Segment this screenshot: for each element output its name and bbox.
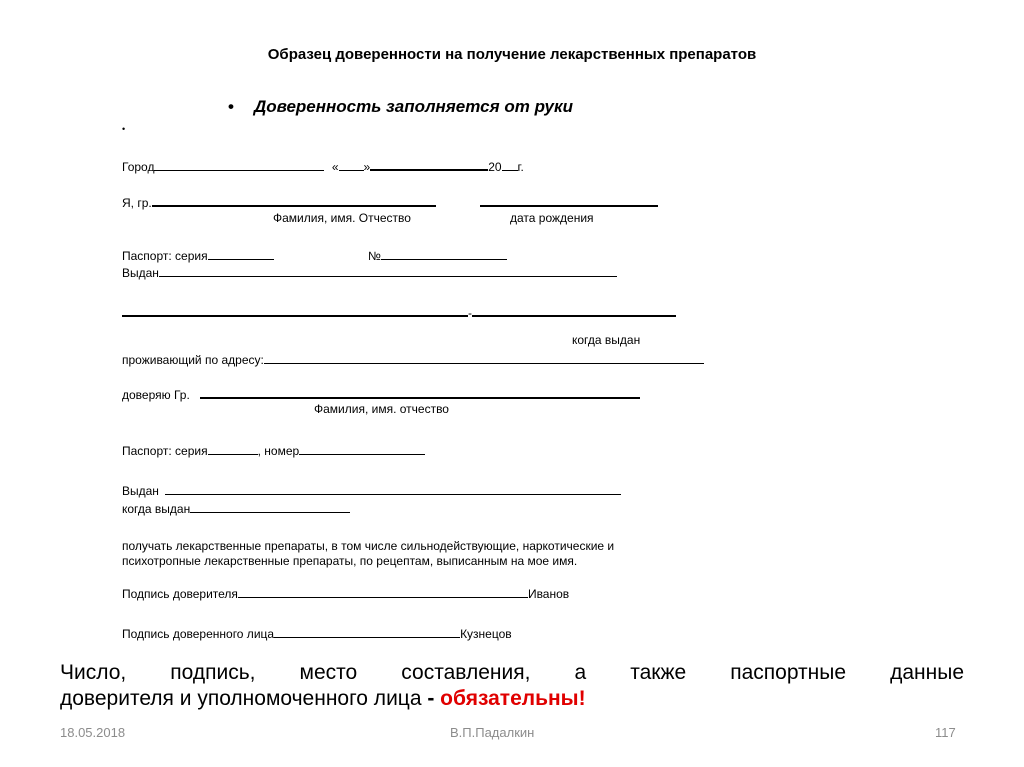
agent-signature-row — [122, 625, 512, 641]
year-suffix: г. — [517, 160, 524, 174]
quote-close: » — [363, 160, 371, 174]
city-row — [122, 157, 524, 174]
passport2-row — [122, 442, 425, 458]
passport1-number-field — [381, 247, 507, 260]
small-bullet: • — [122, 124, 126, 134]
passport2-number-field — [299, 442, 425, 455]
agent-sign-label: Подпись доверенного лица — [122, 627, 275, 641]
issued1-label: Выдан — [122, 266, 159, 280]
issue-date-field — [472, 303, 676, 317]
trust-row — [122, 385, 640, 402]
fio-caption: Фамилия, имя. Отчество — [273, 211, 411, 225]
principal-signature-row — [122, 585, 569, 601]
city-label: Город — [122, 160, 155, 174]
dash: - — [468, 306, 472, 320]
issued2-row — [122, 482, 621, 498]
passport1-series-field — [208, 247, 274, 260]
requirement-note — [60, 660, 964, 712]
address-row — [122, 351, 704, 367]
passport1-number — [368, 247, 507, 263]
issued1-row — [122, 264, 617, 280]
agent-name: Кузнецов — [460, 627, 512, 641]
principal-label: Я, гр. — [122, 196, 152, 210]
footer-date: 18.05.2018 — [60, 725, 126, 740]
bullet-marker: • — [228, 97, 234, 116]
quote-open: « — [331, 160, 339, 174]
year-prefix: 20 — [488, 160, 502, 174]
principal-sign-label: Подпись доверителя — [122, 587, 238, 601]
subtitle — [228, 97, 573, 117]
passport1-row — [122, 247, 274, 263]
when-issued2-field — [190, 500, 350, 513]
note-line-1: Число, подпись, место составления, а также паспортные данные — [60, 661, 964, 684]
note-emphasis: обязательны! — [440, 687, 586, 710]
address-field — [264, 351, 704, 364]
year-field — [502, 158, 518, 171]
purpose-line-1: получать лекарственные препараты, в том числе сильнодействующие, наркотические и — [122, 539, 615, 553]
when-issued2-label: когда выдан — [122, 502, 191, 516]
issued2-field — [165, 482, 621, 495]
issuer-field — [122, 303, 468, 317]
passport1-series-label: Паспорт: серия — [122, 249, 208, 263]
fio-caption-2: Фамилия, имя. отчество — [314, 402, 449, 416]
month-field — [370, 157, 488, 171]
agent-fio-field — [200, 385, 640, 399]
passport2-series-field — [208, 442, 258, 455]
issued-date-row — [122, 303, 676, 320]
issued2-label: Выдан — [122, 484, 159, 498]
subtitle-text: Доверенность заполняется от руки — [253, 97, 573, 116]
purpose-line-2: психотропные лекарственные препараты, по рецептам, выписанным на мое имя. — [122, 554, 578, 568]
principal-row — [122, 193, 436, 210]
city-field — [154, 158, 324, 171]
passport2-number-label: , номер — [257, 444, 300, 458]
birth-caption: дата рождения — [510, 211, 594, 225]
principal-name: Иванов — [527, 587, 570, 601]
footer-author: В.П.Падалкин — [450, 725, 535, 740]
principal-fio-field — [152, 193, 436, 207]
when-issued2-row — [122, 500, 350, 516]
note-line-2-start: доверителя и уполномоченного лица — [60, 687, 428, 710]
principal-signature-field — [238, 585, 528, 598]
page-title: Образец доверенности на получение лекарственных препаратов — [267, 46, 757, 63]
address-label: проживающий по адресу: — [122, 353, 264, 367]
day-field — [339, 158, 364, 171]
passport2-series-label: Паспорт: серия — [122, 444, 208, 458]
number-sign: № — [368, 249, 381, 263]
footer-page-number: 117 — [935, 725, 956, 740]
birth-date-field — [480, 193, 658, 207]
note-line-2 — [60, 686, 964, 712]
agent-signature-field — [274, 625, 460, 638]
trust-label: доверяю Гр. — [122, 388, 190, 402]
when-issued-caption: когда выдан — [572, 333, 641, 347]
issued1-field — [159, 264, 617, 277]
note-dash: - — [427, 687, 441, 710]
